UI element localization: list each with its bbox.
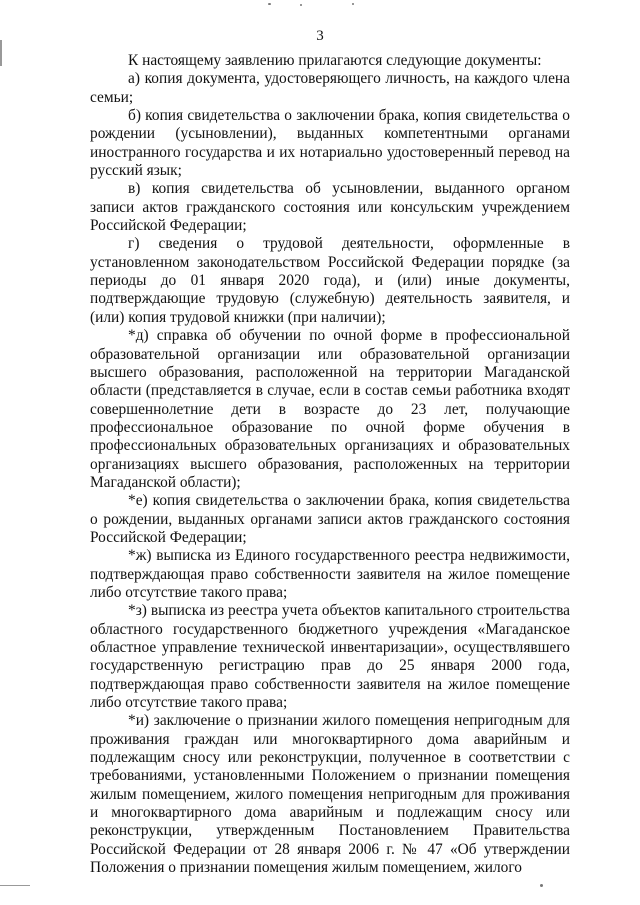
list-item-zh: *ж) выписка из Единого государственного реестра недвижимости, подтверждающая право собственности заявителя на жилое помещение либо отсутствие такого права; bbox=[90, 547, 570, 601]
page-number: 3 bbox=[316, 28, 324, 44]
scan-speck bbox=[352, 3, 354, 5]
scan-speck bbox=[268, 3, 271, 5]
list-item-d: *д) справка об обучении по очной форме в профессиональной образовательной организации или образовательной организации высшего образования, расположенной на территории Магаданской области (представляется в случае, если в состав семьи работника входят совершеннолетние дети в возрасте до 23 лет, получающие профессиональное образование по очной форме обучения в профессиональных образовательных организациях и образовательных организациях высшего образования, расположенных на территории Магаданской области); bbox=[90, 327, 570, 491]
list-item-a: а) копия документа, удостоверяющего личность, на каждого члена семьи; bbox=[90, 70, 570, 106]
list-item-i: *и) заключение о признании жилого помещения непригодным для проживания граждан или многоквартирного дома аварийным и подлежащим сносу или реконструкции, полученное в соответствии с требованиями, установленными Положением о признании помещения жилым помещением, жилого помещения непригодным для проживания и многоквартирного дома аварийным и подлежащим сносу или реконструкции, утвержденным Постановлением Правительства Российской Федерации от 28 января 2006 г. № 47 «Об утверждении Положения о признании помещения жилым помещением, жилого bbox=[90, 712, 570, 877]
list-item-e: *е) копия свидетельства о заключении брака, копия свидетельства о рождении, выданных органами записи актов гражданского состояния Российской Федерации; bbox=[90, 492, 570, 546]
scan-edge-mark bbox=[0, 885, 30, 886]
intro-paragraph: К настоящему заявлению прилагаются следующие документы: bbox=[128, 52, 542, 69]
document-body bbox=[90, 52, 570, 877]
list-item-b: б) копия свидетельства о заключении брака, копия свидетельства о рождении (усыновлении), выданных компетентными органами иностранного государства и их нотариально удостоверенный перевод на русский язык; bbox=[90, 107, 570, 180]
list-item-z: *з) выписка из реестра учета объектов капитального строительства областного государственного бюджетного учреждения «Магаданское областное управление технической инвентаризации», осуществлявшего государственную регистрацию прав до 25 января 2000 года, подтверждающая право собственности заявителя на жилое помещение либо отсутствие такого права; bbox=[90, 602, 570, 712]
list-item-g: г) сведения о трудовой деятельности, оформленные в установленном законодательством Российской Федерации порядке (за периоды до 01 января 2020 года), и (или) иные документы, подтверждающие трудовую (служебную) деятельность заявителя, и (или) копия трудовой книжки (при наличии); bbox=[90, 235, 570, 326]
scan-speck bbox=[300, 4, 302, 6]
scan-speck bbox=[540, 884, 543, 887]
list-item-v: в) копия свидетельства об усыновлении, выданного органом записи актов гражданского состояния или консульским учреждением Российской Федерации; bbox=[90, 180, 570, 235]
